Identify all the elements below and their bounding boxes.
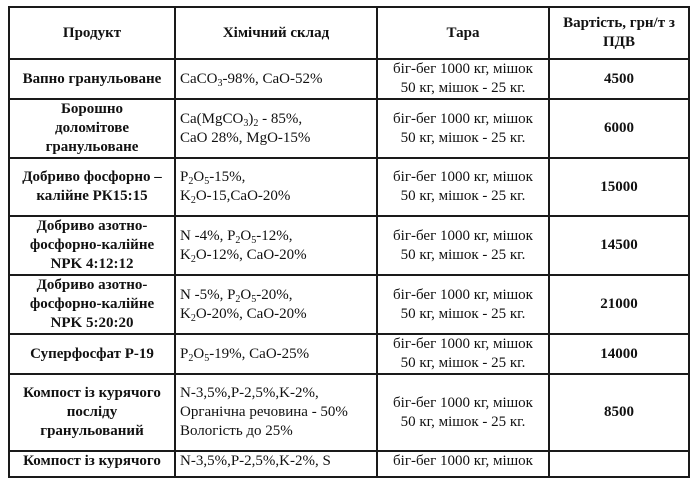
packaging-cell: біг-бег 1000 кг, мішок 50 кг, мішок - 25 кг. xyxy=(377,275,549,334)
header-price: Вартість, грн/т з ПДВ xyxy=(549,7,689,59)
composition-cell: $P_2O_5-15\%$, $K_2O-15,CaO-20\%$ xyxy=(175,158,377,216)
header-product: Продукт xyxy=(9,7,175,59)
table-row xyxy=(9,99,689,158)
header-packaging: Тара xyxy=(377,7,549,59)
product-cell: Компост із курячого посліду гранульований xyxy=(9,374,175,451)
table-row xyxy=(9,216,689,275)
table-row xyxy=(9,374,689,451)
table-row xyxy=(9,451,689,477)
header-row xyxy=(9,7,689,59)
table-row xyxy=(9,275,689,334)
table-row xyxy=(9,334,689,374)
packaging-cell: біг-бег 1000 кг, мішок 50 кг, мішок - 25 кг. xyxy=(377,216,549,275)
product-cell: Борошно доломітове гранульоване xyxy=(9,99,175,158)
price-cell: 15000 xyxy=(549,158,689,216)
packaging-cell: біг-бег 1000 кг, мішок 50 кг, мішок - 25 кг. xyxy=(377,374,549,451)
composition-cell: N-3,5%,P-2,5%,K-2%, Органічна речовина - 50% Вологість до 25% xyxy=(175,374,377,451)
composition-cell: N -5%, $P_2O_5-20\%$, $K_2O-20\%$, CaO-20% xyxy=(175,275,377,334)
table-row xyxy=(9,158,689,216)
composition-cell: CaCO$_3$-98%, CaO-52% xyxy=(175,59,377,99)
product-cell: Вапно гранульоване xyxy=(9,59,175,99)
product-cell: Добриво азотно- фосфорно-калійне NPK 4:12:12 xyxy=(9,216,175,275)
packaging-cell: біг-бег 1000 кг, мішок xyxy=(377,451,549,477)
packaging-cell: біг-бег 1000 кг, мішок 50 кг, мішок - 25 кг. xyxy=(377,59,549,99)
composition-cell: $Ca(MgCO_3)_2 - 85\%$, CaO 28%, MgO-15% xyxy=(175,99,377,158)
composition-cell: $P_2O_5-19\%$, CaO-25% xyxy=(175,334,377,374)
price-cell: 14500 xyxy=(549,216,689,275)
composition-cell: N-3,5%,P-2,5%,K-2%, S xyxy=(175,451,377,477)
composition-cell: N -4%, $P_2O_5-12\%$, $K_2O-12\%$, CaO-20% xyxy=(175,216,377,275)
product-cell: Компост із курячого xyxy=(9,451,175,477)
product-cell: Добриво фосфорно – калійне РК15:15 xyxy=(9,158,175,216)
price-cell: 6000 xyxy=(549,99,689,158)
product-cell: Добриво азотно- фосфорно-калійне NPK 5:20:20 xyxy=(9,275,175,334)
packaging-cell: біг-бег 1000 кг, мішок 50 кг, мішок - 25 кг. xyxy=(377,334,549,374)
price-table xyxy=(8,6,690,478)
price-cell xyxy=(549,451,689,477)
price-cell: 14000 xyxy=(549,334,689,374)
price-cell: 8500 xyxy=(549,374,689,451)
table-row xyxy=(9,59,689,99)
product-cell: Суперфосфат Р-19 xyxy=(9,334,175,374)
price-cell: 21000 xyxy=(549,275,689,334)
packaging-cell: біг-бег 1000 кг, мішок 50 кг, мішок - 25 кг. xyxy=(377,99,549,158)
price-cell: 4500 xyxy=(549,59,689,99)
packaging-cell: біг-бег 1000 кг, мішок 50 кг, мішок - 25 кг. xyxy=(377,158,549,216)
header-chemical-composition: Хімічний склад xyxy=(175,7,377,59)
